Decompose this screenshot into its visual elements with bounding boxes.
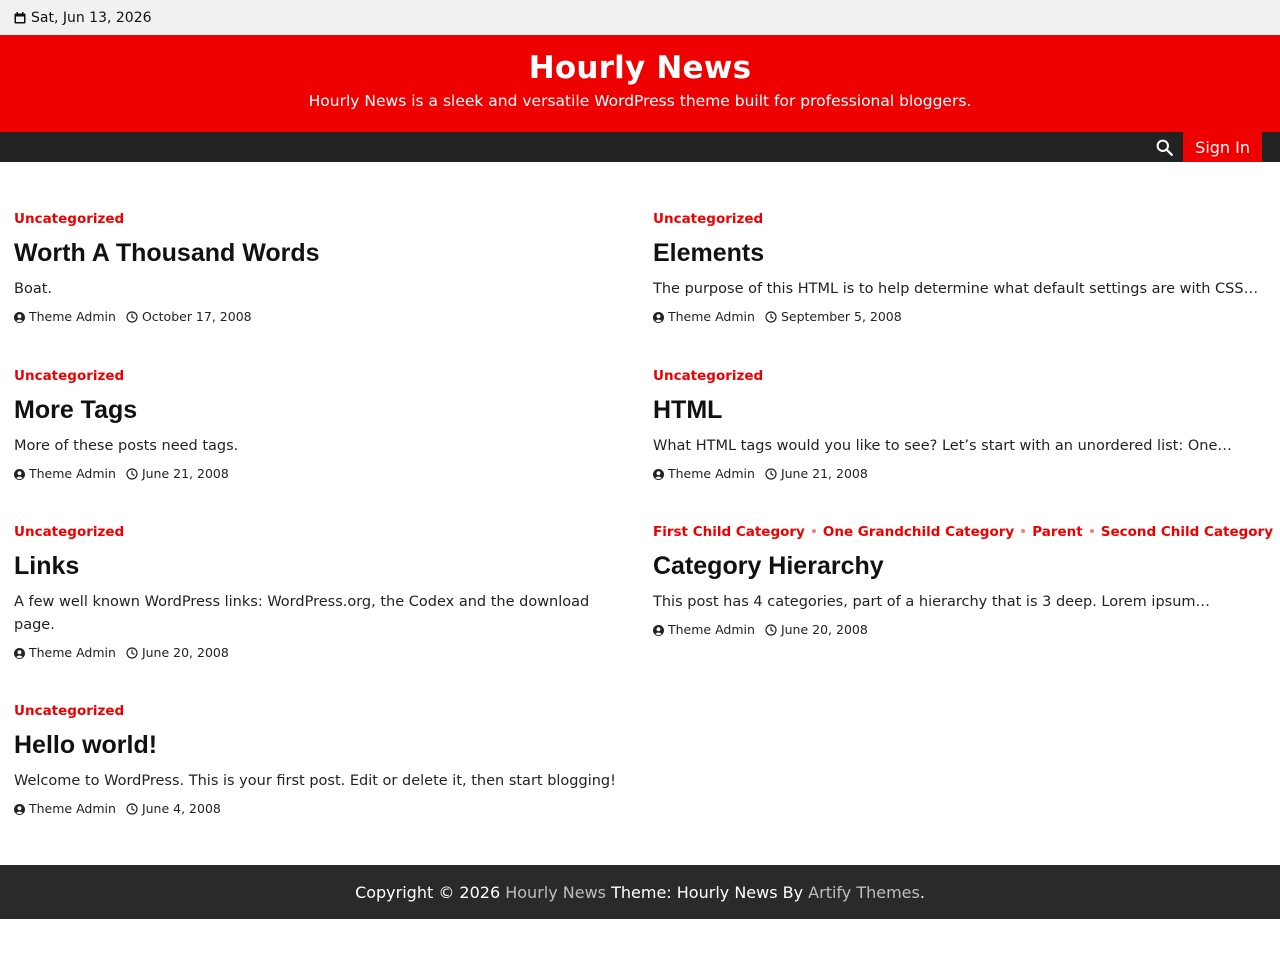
category-link[interactable]: Uncategorized [14,524,125,540]
post-title [14,238,629,268]
post-date [126,645,229,661]
post-title [653,395,1268,425]
post-card [653,210,1268,325]
post-date [126,466,229,482]
post-excerpt: More of these posts need tags. [14,438,239,454]
post-author [14,466,116,482]
post-categories [653,210,1268,228]
date-link[interactable]: June 20, 2008 [780,622,868,637]
post-author [14,309,116,325]
post-categories [653,523,1274,541]
post-date [126,309,252,325]
post-card [653,367,1268,482]
user-icon [653,312,664,323]
author-link[interactable]: Theme Admin [29,466,116,481]
post-author [653,622,755,638]
category-link[interactable]: Uncategorized [14,368,125,384]
author-link[interactable]: Theme Admin [668,622,755,637]
post-meta [14,645,629,661]
post-title-link[interactable]: Links [14,552,80,580]
post-excerpt: Welcome to WordPress. This is your first post. Edit or delete it, then start blogging! [14,773,616,789]
author-link[interactable]: Theme Admin [668,309,755,324]
post-card [653,523,1274,638]
author-link[interactable]: Theme Admin [29,801,116,816]
post-author [653,466,755,482]
author-link[interactable]: Theme Admin [29,645,116,660]
author-link[interactable]: Theme Admin [29,309,116,324]
clock-icon [126,647,138,659]
site-description: Hourly News is a sleek and versatile WordPress theme built for professional bloggers. [308,92,972,110]
post-excerpt: What HTML tags would you like to see? Let’s start with an unordered list: One… [653,438,1232,454]
post-title-link[interactable]: More Tags [14,396,138,424]
post-meta [14,309,629,325]
post-card [14,210,629,325]
sign-in-button[interactable]: Sign In [1183,132,1262,162]
post-date [126,801,221,817]
category-link[interactable]: One Grandchild Category [822,524,1015,540]
main-navbar [0,132,1280,162]
site-footer [0,865,1280,919]
user-icon [14,648,25,659]
post-excerpt: This post has 4 categories, part of a hierarchy that is 3 deep. Lorem ipsum… [653,594,1211,610]
site-header [0,35,1280,132]
category-link[interactable]: Uncategorized [14,703,125,719]
post-title [653,238,1268,268]
post-date [765,309,902,325]
post-author [653,309,755,325]
post-excerpt: The purpose of this HTML is to help determine what default settings are with CSS… [653,281,1259,297]
category-link[interactable]: Parent [1032,524,1083,540]
post-title [14,395,629,425]
post-card [14,523,629,661]
date-link[interactable]: September 5, 2008 [780,309,902,324]
post-meta [14,466,629,482]
footer-author-link[interactable]: Artify Themes [808,882,920,902]
site-title[interactable]: Hourly News [528,50,752,86]
footer-end: . [919,882,925,902]
date-link[interactable]: June 21, 2008 [141,466,229,481]
footer-theme-text: Theme: Hourly News By [611,882,804,902]
user-icon [653,625,664,636]
post-title-link[interactable]: Hello world! [14,731,158,759]
clock-icon [765,468,777,480]
clock-icon [126,468,138,480]
post-categories [14,367,629,385]
post-date [765,466,868,482]
post-author [14,645,116,661]
post-categories [14,523,629,541]
date-link[interactable]: June 4, 2008 [141,801,221,816]
post-card [14,367,629,482]
post-grid [0,162,1280,865]
post-card [14,702,629,817]
category-separator [1090,529,1094,533]
post-title-link[interactable]: Category Hierarchy [653,552,884,580]
post-title [653,551,1268,581]
search-button[interactable] [1145,132,1183,162]
author-link[interactable]: Theme Admin [668,466,755,481]
clock-icon [126,311,138,323]
category-link[interactable]: Uncategorized [653,368,764,384]
post-excerpt: Boat. [14,281,52,297]
post-meta [14,801,629,817]
footer-site-link[interactable]: Hourly News [505,882,607,902]
user-icon [14,804,25,815]
date-link[interactable]: June 20, 2008 [141,645,229,660]
category-link[interactable]: Uncategorized [14,211,125,227]
post-excerpt: A few well known WordPress links: WordPress.org, the Codex and the download page. [14,594,590,633]
category-separator [812,529,816,533]
post-author [14,801,116,817]
user-icon [14,469,25,480]
category-link[interactable]: Uncategorized [653,211,764,227]
search-icon [1156,139,1173,156]
footer-copyright: Copyright © 2026 [355,882,501,902]
post-title [14,551,629,581]
clock-icon [126,803,138,815]
clock-icon [765,624,777,636]
post-title-link[interactable]: Elements [653,239,765,267]
post-categories [653,367,1268,385]
post-meta [653,622,1268,638]
top-bar [0,0,1280,35]
calendar-icon [14,12,26,24]
category-link[interactable]: First Child Category [653,524,805,540]
post-title [14,730,629,760]
date-link[interactable]: October 17, 2008 [141,309,252,324]
post-categories [14,210,629,228]
current-date: Sat, Jun 13, 2026 [31,9,152,26]
category-separator [1021,529,1025,533]
user-icon [14,312,25,323]
date-link[interactable]: June 21, 2008 [780,466,868,481]
post-categories [14,702,629,720]
category-link[interactable]: Second Child Category [1100,524,1274,540]
post-title-link[interactable]: Worth A Thousand Words [14,239,320,267]
post-title-link[interactable]: HTML [653,396,723,424]
post-meta [653,309,1268,325]
user-icon [653,469,664,480]
post-meta [653,466,1268,482]
clock-icon [765,311,777,323]
post-date [765,622,868,638]
